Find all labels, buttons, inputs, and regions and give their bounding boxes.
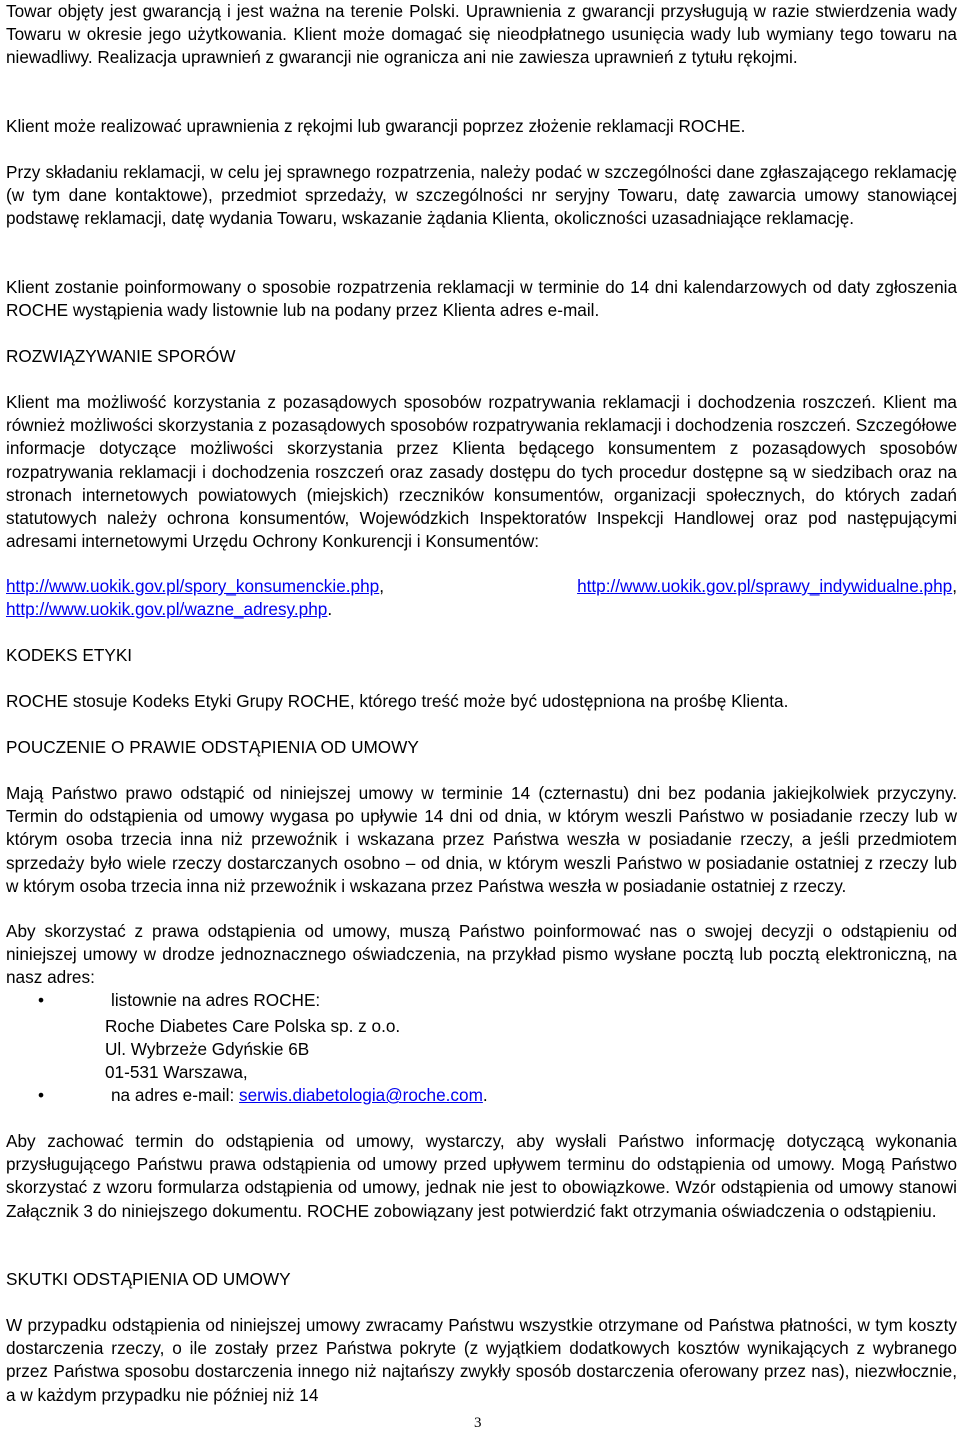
- link-group-1: [6, 575, 384, 598]
- warranty-paragraph: Towar objęty jest gwarancją i jest ważna na terenie Polski. Uprawnienia z gwarancji przysługują w razie stwierdzenia wady Towaru w okresie jego użytkowania. Klient może domagać się nieodpłatnego usunięcia wady lub wymiany tego towaru na niewadliwy. Realizacja uprawnień z gwarancji nie ogranicza ani nie zawiesza uprawnień z tytułu rękojmi.: [6, 1, 957, 68]
- uokik-addresses-link[interactable]: http://www.uokik.gov.pl/wazne_adresy.php: [6, 599, 328, 620]
- address-line: Ul. Wybrzeże Gdyńskie 6B: [105, 1039, 310, 1059]
- complaint-rights-paragraph: Klient może realizować uprawnienia z rękojmi lub gwarancji poprzez złożenie reklamacji ROCHE.: [6, 116, 746, 136]
- email-prefix: na adres e-mail:: [111, 1085, 240, 1105]
- uokik-links-row-2: [6, 598, 957, 621]
- complaint-details-paragraph: Przy składaniu reklamacji, w celu jej sprawnego rozpatrzenia, należy podać w szczególności dane zgłaszającego reklamację (w tym dane kontaktowe), przedmiot sprzedaży, w szczególności nr seryjny Towaru, datę zawarcia umowy stanowiącej podstawę reklamacji, datę wydania Towaru, wskazanie żądania Klienta, okoliczności uzasadniające reklamację.: [6, 162, 957, 229]
- bullet-icon: •: [38, 990, 45, 1010]
- email-line: [111, 1084, 488, 1107]
- withdrawal-notice-paragraph: Aby skorzystać z prawa odstąpienia od umowy, muszą Państwo poinformować nas o swojej decyzji o odstąpieniu od niniejszej umowy w drodze jednoznacznego oświadczenia, na przykład pismo wysłane pocztą lub pocztą elektroniczną, na nasz adres:: [6, 921, 957, 988]
- uokik-links-row: [6, 575, 957, 598]
- withdrawal-right-paragraph: Mają Państwo prawo odstąpić od niniejszej umowy w terminie 14 (czternastu) dni bez podania jakiejkolwiek przyczyny. Termin do odstąpienia od umowy wygasa po upływie 14 dni od dnia, w którym weszli Państwo w posiadanie rzeczy lub w którym osoba trzecia inna niż przewoźnik i wskazana przez Państwa weszła w posiadanie rzeczy, a jeśli przedmiotem sprzedaży było wiele rzeczy dostarczanych osobno – od dnia, w którym weszli Państwo w posiadanie ostatniej z rzeczy lub w którym osoba trzecia inna niż przewoźnik i wskazana przez Państwa weszła w posiadanie ostatniej z rzeczy.: [6, 783, 957, 896]
- page-number: 3: [474, 1415, 482, 1431]
- ethics-paragraph: ROCHE stosuje Kodeks Etyki Grupy ROCHE, którego treść może być udostępniona na prośbę Klienta.: [6, 691, 789, 711]
- effects-paragraph: W przypadku odstąpienia od niniejszej umowy zwracamy Państwu wszystkie otrzymane od Państwa płatności, w tym koszty dostarczenia rzeczy, o ile zostały przez Państwa pokryte (z wyjątkiem dodatkowych kosztów wynikających z wybranego przez Państwa sposobu dostarczenia innego niż najtańszy zwykły sposób dostarczenia oferowany przez nas), niezwłocznie, a w każdym przypadku nie później niż 14: [6, 1315, 957, 1405]
- uokik-individual-cases-link[interactable]: http://www.uokik.gov.pl/sprawy_indywidualne.php: [577, 576, 953, 596]
- link-group-2: [577, 575, 957, 598]
- withdrawal-heading: POUCZENIE O PRAWIE ODSTĄPIENIA OD UMOWY: [6, 737, 419, 757]
- postal-address-label: listownie na adres ROCHE:: [111, 990, 321, 1010]
- link-separator: ,: [952, 576, 957, 596]
- disputes-heading: ROZWIĄZYWANIE SPORÓW: [6, 346, 236, 366]
- uokik-disputes-link[interactable]: http://www.uokik.gov.pl/spory_konsumenckie.php: [6, 576, 380, 596]
- email-suffix: .: [482, 1085, 488, 1105]
- link-separator: ,: [379, 576, 385, 596]
- ethics-heading: KODEKS ETYKI: [6, 645, 133, 665]
- bullet-icon: •: [38, 1085, 45, 1105]
- address-line: 01-531 Warszawa,: [105, 1062, 248, 1082]
- email-link[interactable]: serwis.diabetologia@roche.com: [239, 1085, 483, 1105]
- uokik-links: [6, 575, 957, 621]
- complaint-response-paragraph: Klient zostanie poinformowany o sposobie rozpatrzenia reklamacji w terminie do 14 dni kalendarzowych od daty zgłoszenia ROCHE wystąpienia wady listownie lub na podany przez Klienta adres e-mail.: [6, 277, 957, 321]
- address-line: Roche Diabetes Care Polska sp. z o.o.: [105, 1016, 401, 1036]
- link-separator: .: [327, 599, 333, 620]
- withdrawal-deadline-paragraph: Aby zachować termin do odstąpienia od umowy, wystarczy, aby wysłali Państwo informację dotyczącą wykonania przysługującego Państwu prawa odstąpienia od umowy przed upływem terminu do odstąpienia od umowy. Mogą Państwo skorzystać z wzoru formularza odstąpienia od umowy, jednak nie jest to obowiązkowe. Wzór odstąpienia od umowy stanowi Załącznik 3 do niniejszego dokumentu. ROCHE zobowiązany jest potwierdzić fakt otrzymania oświadczenia o odstąpieniu.: [6, 1131, 957, 1221]
- effects-heading: SKUTKI ODSTĄPIENIA OD UMOWY: [6, 1269, 291, 1289]
- disputes-paragraph: Klient ma możliwość korzystania z pozasądowych sposobów rozpatrywania reklamacji i dochodzenia roszczeń. Klient ma również możliwości skorzystania z pozasądowych sposobów rozpatrywania reklamacji i dochodzenia roszczeń. Szczegółowe informacje dotyczące możliwości skorzystania przez Klienta będącego konsumentem z pozasądowych sposobów rozpatrywania reklamacji i dochodzenia roszczeń oraz zasady dostępu do tych procedur dostępne są w siedzibach oraz na stronach internetowych powiatowych (miejskich) rzeczników konsumentów, organizacji społecznych, do których zadań statutowych należy ochrona konsumentów, Wojewódzkich Inspektoratów Inspekcji Handlowej oraz pod następującymi adresami internetowymi Urzędu Ochrony Konkurencji i Konsumentów:: [6, 392, 957, 552]
